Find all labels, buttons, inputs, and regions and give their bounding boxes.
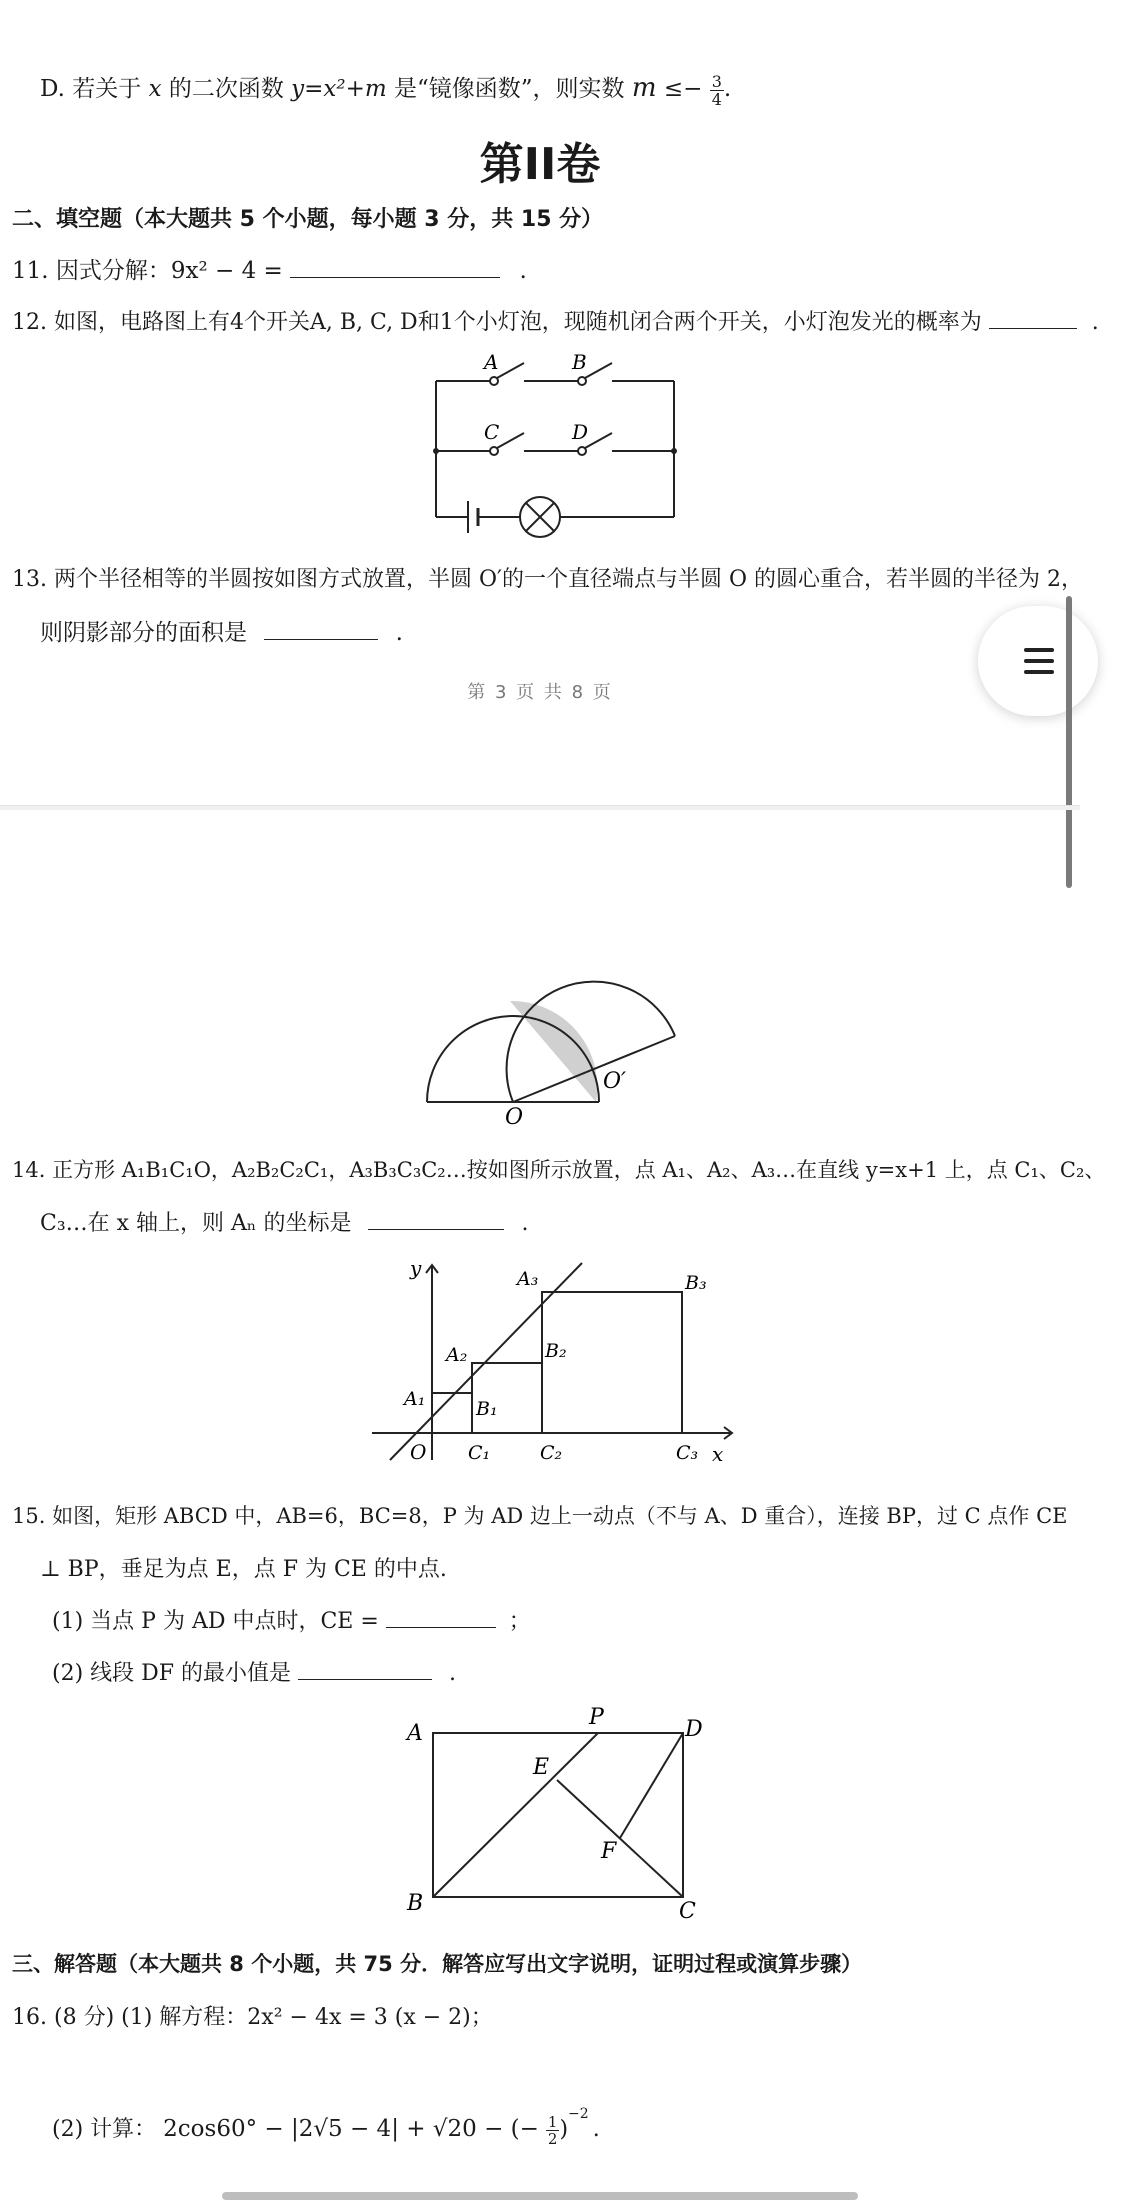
switch-label-a: A: [484, 350, 499, 374]
question-end: .: [395, 620, 403, 646]
option-d-text: 的二次函数: [168, 76, 284, 102]
option-d-le: ≤−: [663, 76, 703, 102]
section-3-heading: 三、解答题（本大题共 8 个小题，共 75 分．解答应写出文字说明，证明过程或演算步骤）: [12, 1952, 863, 1976]
question-text: 如图，矩形 ABCD 中，AB=6，BC=8，P 为 AD 边上一动点（不与 A、D 重合），连接 BP，过 C 点作 CE: [52, 1504, 1068, 1528]
question-text: (1) 当点 P 为 AD 中点时，CE =: [52, 1609, 379, 1634]
question-number: 13.: [12, 567, 47, 592]
switch-label-d: D: [572, 420, 589, 444]
point-label-c: C: [679, 1899, 696, 1924]
option-d-text: 是“镜像函数”，则实数: [394, 76, 625, 102]
fraction-denominator: 4: [711, 89, 722, 109]
point-label-e: E: [533, 1755, 550, 1780]
option-d-var: x: [148, 76, 162, 102]
switch-label-b: B: [572, 350, 587, 374]
question-end: ；: [508, 1609, 531, 1634]
point-label-a2: A₂: [446, 1344, 468, 1366]
volume-title: 第II卷: [479, 139, 601, 190]
axis-label-y: y: [410, 1256, 422, 1280]
point-label-d: D: [685, 1717, 703, 1742]
menu-button[interactable]: [978, 606, 1098, 716]
question-12: [12, 305, 1099, 336]
point-label-b3: B₃: [685, 1272, 707, 1294]
point-label-a1: A₁: [404, 1388, 426, 1410]
question-14-line2: [40, 1206, 1120, 1237]
option-d-var: m: [631, 73, 657, 103]
answer-blank: [386, 1607, 496, 1628]
page-footer: 第 3 页 共 8 页: [467, 682, 613, 703]
question-text: 正方形 A₁B₁C₁O，A₂B₂C₂C₁，A₃B₃C₃C₂…按如图所示放置，点 A₁、A₂、A₃…在直线 y=x+1 上，点 C₁、C₂、: [52, 1158, 1106, 1182]
question-16-part1: [12, 2000, 1092, 2031]
option-d-fraction: [710, 73, 724, 108]
question-number: 11.: [12, 258, 49, 284]
home-indicator[interactable]: [222, 2192, 858, 2200]
question-14-line1: [12, 1154, 1106, 1184]
math-expression: ): [559, 2117, 569, 2142]
question-text: 则阴影部分的面积是: [40, 620, 247, 646]
question-15-sub2: [52, 1656, 1132, 1687]
point-label-c2: C₂: [540, 1442, 563, 1464]
question-15-line2: [40, 1552, 1120, 1583]
answer-blank: [298, 1659, 432, 1680]
point-label-a: A: [407, 1721, 423, 1746]
hamburger-icon: [978, 606, 1098, 716]
option-d: [40, 70, 1040, 108]
expression-fraction: [546, 2114, 560, 2147]
question-11: [12, 252, 1092, 285]
option-d-text: 若关于: [72, 76, 142, 102]
fraction-denominator: 2: [547, 2129, 558, 2148]
question-number: 12.: [12, 310, 47, 335]
option-d-label: D.: [40, 76, 65, 102]
point-label-c1: C₁: [468, 1442, 491, 1464]
option-d-formula: y=x²+m: [291, 76, 387, 102]
point-label-f: F: [601, 1839, 617, 1864]
point-label-b2: B₂: [545, 1340, 567, 1362]
fraction-numerator: 3: [711, 71, 722, 91]
question-number: 15.: [12, 1504, 46, 1528]
question-text: (8 分) (1) 解方程：2x² − 4x = 3 (x − 2)；: [54, 2005, 493, 2030]
question-end: .: [592, 2117, 600, 2142]
answer-blank: [368, 1209, 504, 1230]
option-d-end: .: [723, 76, 732, 102]
question-15-sub1: [52, 1604, 1132, 1635]
question-text: (2) 线段 DF 的最小值是: [52, 1661, 292, 1686]
question-end: .: [521, 1211, 529, 1236]
question-text: 两个半径相等的半圆按如图方式放置，半圆 O′的一个直径端点与半圆 O 的圆心重合，若半圆的半径为 2，: [54, 567, 1084, 592]
answer-blank: [290, 257, 500, 278]
question-end: .: [519, 258, 527, 284]
question-text: C₃…在 x 轴上，则 Aₙ 的坐标是: [40, 1211, 352, 1236]
point-label-c3: C₃: [676, 1442, 699, 1464]
answer-blank: [989, 308, 1077, 329]
circuit-diagram: [420, 345, 680, 545]
squares-diagram: [370, 1255, 740, 1470]
question-15-line1: [12, 1500, 1092, 1530]
semicircles-diagram: [425, 970, 685, 1130]
fraction-numerator: 1: [547, 2112, 558, 2131]
question-text: ⊥ BP，垂足为点 E，点 F 为 CE 的中点.: [40, 1557, 447, 1582]
axis-label-x: x: [712, 1442, 724, 1466]
point-label-o: O: [505, 1105, 524, 1130]
question-13-line2: [40, 614, 1120, 647]
question-number: 14.: [12, 1158, 46, 1182]
switch-label-c: C: [484, 420, 500, 444]
question-end: .: [1091, 310, 1099, 335]
scrollbar[interactable]: [1066, 596, 1072, 888]
point-label-p: P: [589, 1705, 604, 1730]
question-16-part2: [52, 2105, 1132, 2148]
exponent: −2: [568, 2105, 589, 2122]
question-text: 如图，电路图上有4个开关A, B, C, D和1个小灯泡，现随机闭合两个开关，小灯泡发光的概率为: [54, 310, 982, 335]
page-divider: [0, 805, 1080, 810]
point-label-b1: B₁: [476, 1398, 498, 1420]
question-end: .: [449, 1661, 457, 1686]
section-2-heading: 二、填空题（本大题共 5 个小题，每小题 3 分，共 15 分）: [12, 207, 604, 232]
question-text: 因式分解：9x² − 4 =: [55, 258, 283, 284]
math-expression: 2cos60° − |2√5 − 4| + √20 − (−: [163, 2116, 539, 2142]
question-number: 16.: [12, 2005, 47, 2030]
point-label-a3: A₃: [517, 1268, 539, 1290]
rectangle-diagram: [395, 1700, 725, 1924]
point-label-o-prime: O′: [603, 1069, 627, 1094]
question-13-line1: [12, 562, 1092, 593]
origin-label: O: [410, 1440, 427, 1464]
point-label-b: B: [407, 1891, 424, 1916]
answer-blank: [264, 619, 378, 640]
question-text: (2) 计算：: [52, 2117, 157, 2142]
